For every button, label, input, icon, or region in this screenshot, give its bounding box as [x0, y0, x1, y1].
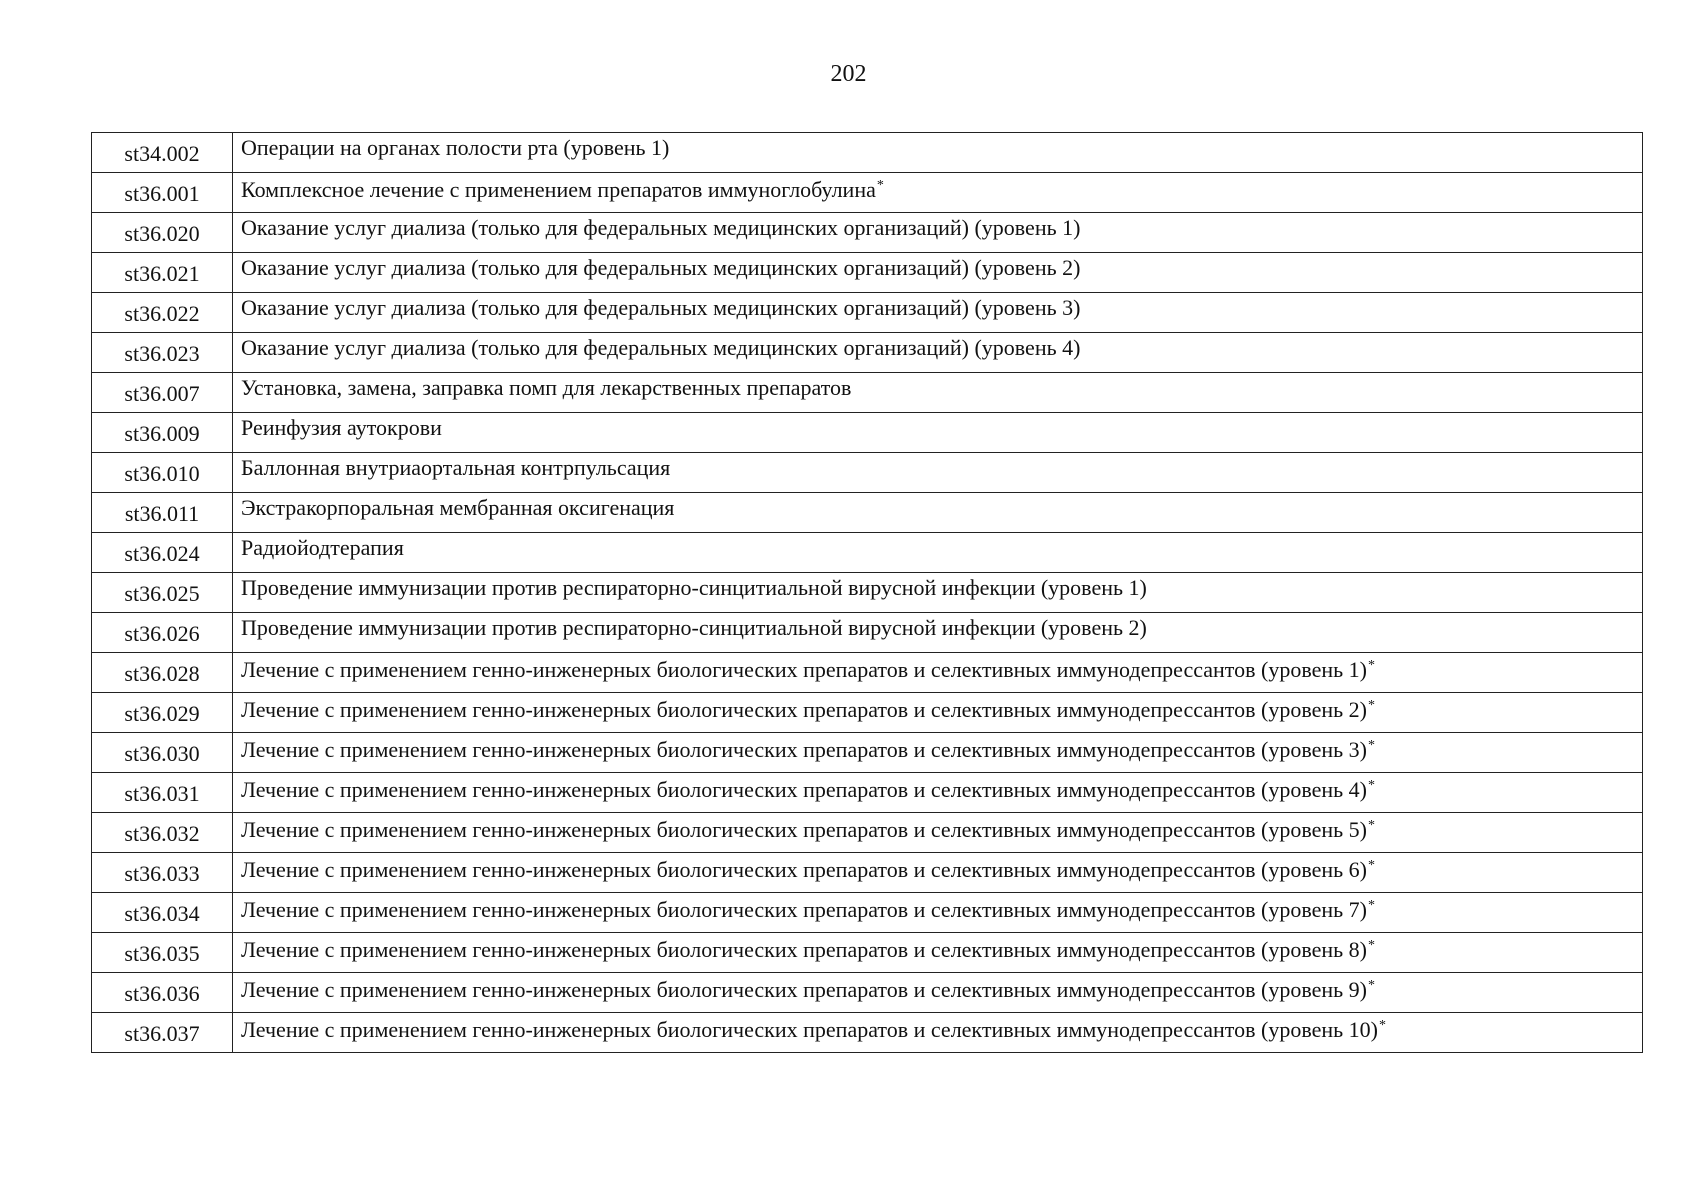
row-name-cell	[233, 253, 1643, 293]
row-code-cell	[92, 733, 233, 773]
row-code: st36.007	[124, 380, 200, 406]
row-name: Установка, замена, заправка помп для лекарственных препаратов	[241, 374, 852, 400]
row-name: Проведение иммунизации против респираторно-синцитиальной вирусной инфекции (уровень 1)	[241, 574, 1147, 600]
row-name-cell	[233, 853, 1643, 893]
row-code-cell	[92, 973, 233, 1013]
row-name: Лечение с применением генно-инженерных биологических препаратов и селективных иммунодепрессантов (уровень 6)	[241, 856, 1367, 882]
row-name-cell	[233, 973, 1643, 1013]
row-code-cell	[92, 493, 233, 533]
row-code-cell	[92, 773, 233, 813]
row-name-cell	[233, 933, 1643, 973]
row-name-cell	[233, 373, 1643, 413]
row-name-cell	[233, 813, 1643, 853]
footnote-mark: *	[1368, 898, 1375, 914]
row-name: Лечение с применением генно-инженерных биологических препаратов и селективных иммунодепрессантов (уровень 2)	[241, 696, 1367, 722]
footnote-mark: *	[1368, 938, 1375, 954]
table-row	[92, 693, 1643, 733]
table-row	[92, 853, 1643, 893]
row-name-cell	[233, 173, 1643, 213]
table-row	[92, 933, 1643, 973]
row-name-cell	[233, 1013, 1643, 1053]
row-name-cell	[233, 893, 1643, 933]
footnote-mark: *	[1368, 698, 1375, 714]
table-row	[92, 613, 1643, 653]
footnote-mark: *	[1379, 1018, 1386, 1034]
row-name: Оказание услуг диализа (только для федеральных медицинских организаций) (уровень 4)	[241, 334, 1081, 360]
table-row	[92, 1013, 1643, 1053]
table-row	[92, 293, 1643, 333]
row-name: Оказание услуг диализа (только для федеральных медицинских организаций) (уровень 3)	[241, 294, 1081, 320]
table-row	[92, 453, 1643, 493]
row-code-cell	[92, 693, 233, 733]
row-code: st36.037	[124, 1020, 200, 1046]
table-body	[92, 133, 1643, 1053]
row-code-cell	[92, 853, 233, 893]
table-row	[92, 373, 1643, 413]
table-row	[92, 653, 1643, 693]
row-name: Операции на органах полости рта (уровень 1)	[241, 134, 670, 160]
table-row	[92, 173, 1643, 213]
row-code-cell	[92, 373, 233, 413]
codes-table	[91, 132, 1643, 1053]
row-code: st36.031	[124, 780, 200, 806]
footnote-mark: *	[1368, 778, 1375, 794]
row-code: st36.011	[124, 500, 200, 526]
footnote-mark: *	[1368, 858, 1375, 874]
row-code-cell	[92, 1013, 233, 1053]
row-code-cell	[92, 653, 233, 693]
row-code: st36.030	[124, 740, 200, 766]
row-code: st36.032	[124, 820, 200, 846]
table-row	[92, 893, 1643, 933]
row-code-cell	[92, 533, 233, 573]
row-code-cell	[92, 293, 233, 333]
row-code: st36.009	[124, 420, 200, 446]
row-name: Комплексное лечение с применением препаратов иммуноглобулина	[241, 176, 876, 202]
row-code: st36.025	[124, 580, 200, 606]
footnote-mark: *	[1368, 738, 1375, 754]
row-name-cell	[233, 413, 1643, 453]
row-name-cell	[233, 733, 1643, 773]
row-name: Реинфузия аутокрови	[241, 414, 442, 440]
row-name-cell	[233, 533, 1643, 573]
row-code: st36.001	[124, 180, 200, 206]
table-row	[92, 133, 1643, 173]
table-row	[92, 253, 1643, 293]
table-row	[92, 333, 1643, 373]
table-row	[92, 213, 1643, 253]
row-code-cell	[92, 573, 233, 613]
row-code: st36.035	[124, 940, 200, 966]
row-name: Лечение с применением генно-инженерных биологических препаратов и селективных иммунодепрессантов (уровень 4)	[241, 776, 1367, 802]
table-row	[92, 773, 1643, 813]
row-code: st36.033	[124, 860, 200, 886]
row-name-cell	[233, 333, 1643, 373]
footnote-mark: *	[1368, 658, 1375, 674]
row-code-cell	[92, 253, 233, 293]
row-name: Оказание услуг диализа (только для федеральных медицинских организаций) (уровень 1)	[241, 214, 1081, 240]
row-name: Проведение иммунизации против респираторно-синцитиальной вирусной инфекции (уровень 2)	[241, 614, 1147, 640]
row-code-cell	[92, 893, 233, 933]
row-code-cell	[92, 933, 233, 973]
row-name-cell	[233, 653, 1643, 693]
row-name-cell	[233, 693, 1643, 733]
row-name: Баллонная внутриаортальная контрпульсация	[241, 454, 671, 480]
row-code-cell	[92, 213, 233, 253]
row-name: Лечение с применением генно-инженерных биологических препаратов и селективных иммунодепрессантов (уровень 1)	[241, 656, 1367, 682]
row-name: Лечение с применением генно-инженерных биологических препаратов и селективных иммунодепрессантов (уровень 10)	[241, 1016, 1378, 1042]
footnote-mark: *	[1368, 818, 1375, 834]
row-code: st36.021	[124, 260, 200, 286]
row-code-cell	[92, 413, 233, 453]
table-row	[92, 973, 1643, 1013]
row-code-cell	[92, 613, 233, 653]
footnote-mark: *	[876, 178, 884, 194]
row-code: st36.028	[124, 660, 200, 686]
row-name-cell	[233, 453, 1643, 493]
row-name-cell	[233, 613, 1643, 653]
row-name-cell	[233, 573, 1643, 613]
footnote-mark: *	[1368, 978, 1375, 994]
row-name: Оказание услуг диализа (только для федеральных медицинских организаций) (уровень 2)	[241, 254, 1081, 280]
page-number: 202	[830, 61, 867, 87]
row-code-cell	[92, 453, 233, 493]
row-code-cell	[92, 333, 233, 373]
row-name: Лечение с применением генно-инженерных биологических препаратов и селективных иммунодепрессантов (уровень 3)	[241, 736, 1367, 762]
row-name-cell	[233, 773, 1643, 813]
row-code: st36.024	[124, 540, 200, 566]
row-code-cell	[92, 813, 233, 853]
table-row	[92, 493, 1643, 533]
row-code: st36.029	[124, 700, 200, 726]
row-code: st36.010	[124, 460, 200, 486]
row-code: st36.034	[124, 900, 200, 926]
row-code: st36.020	[124, 220, 200, 246]
row-name-cell	[233, 293, 1643, 333]
table-row	[92, 573, 1643, 613]
row-code: st36.036	[124, 980, 200, 1006]
row-code-cell	[92, 133, 233, 173]
row-name: Лечение с применением генно-инженерных биологических препаратов и селективных иммунодепрессантов (уровень 5)	[241, 816, 1367, 842]
table-row	[92, 733, 1643, 773]
row-code: st34.002	[124, 140, 200, 166]
row-name: Лечение с применением генно-инженерных биологических препаратов и селективных иммунодепрессантов (уровень 9)	[241, 976, 1367, 1002]
row-name: Радиойодтерапия	[241, 534, 404, 560]
row-code: st36.026	[124, 620, 200, 646]
row-name: Лечение с применением генно-инженерных биологических препаратов и селективных иммунодепрессантов (уровень 7)	[241, 896, 1367, 922]
table-row	[92, 813, 1643, 853]
row-name-cell	[233, 493, 1643, 533]
row-name: Экстракорпоральная мембранная оксигенация	[241, 494, 675, 520]
row-name-cell	[233, 213, 1643, 253]
table-row	[92, 533, 1643, 573]
row-code-cell	[92, 173, 233, 213]
row-name-cell	[233, 133, 1643, 173]
table-row	[92, 413, 1643, 453]
row-code: st36.023	[124, 340, 200, 366]
row-name: Лечение с применением генно-инженерных биологических препаратов и селективных иммунодепрессантов (уровень 8)	[241, 936, 1367, 962]
row-code: st36.022	[124, 300, 200, 326]
